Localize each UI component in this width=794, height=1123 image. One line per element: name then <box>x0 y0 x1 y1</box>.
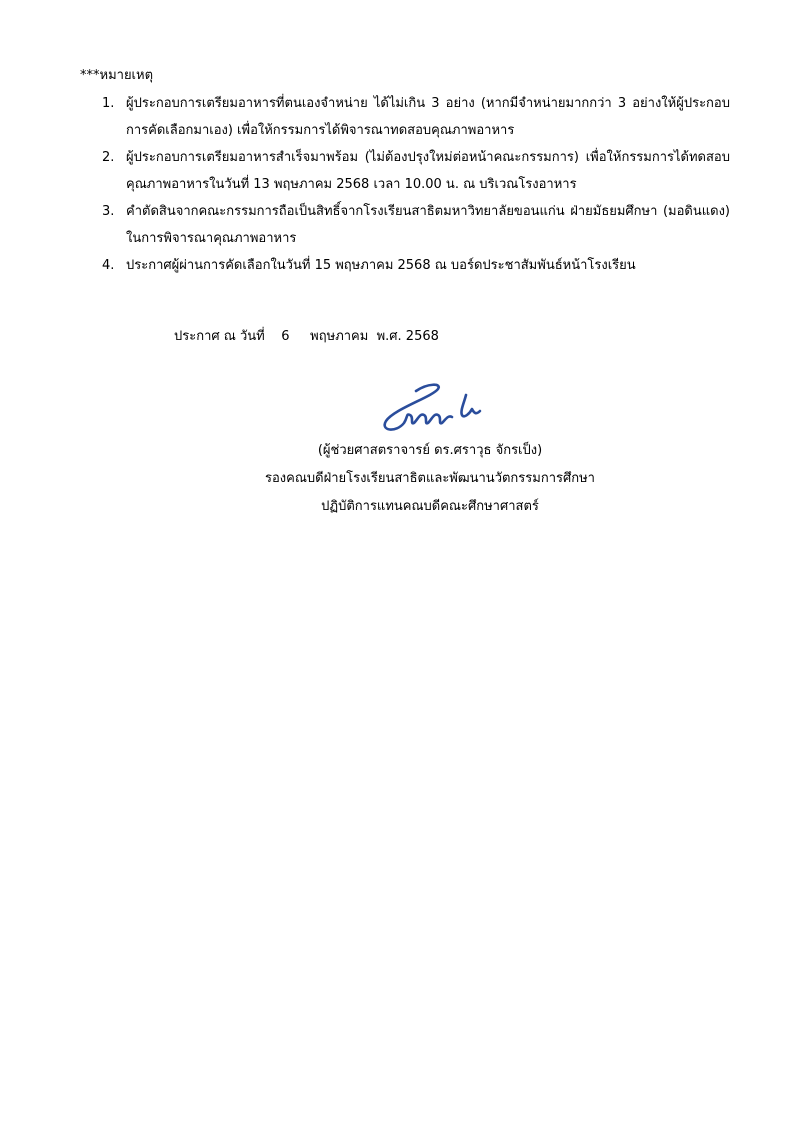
note-item <box>102 145 730 198</box>
note-heading: ***หมายเหตุ <box>80 68 154 83</box>
note-item <box>102 91 730 144</box>
announcement-date-line: ประกาศ ณ วันที่ 6 พฤษภาคม พ.ศ. 2568 <box>174 329 439 344</box>
note-text: ประกาศผู้ผ่านการคัดเลือกในวันที่ 15 พฤษภาคม 2568 ณ บอร์ดประชาสัมพันธ์หน้าโรงเรียน <box>126 258 636 273</box>
signatory-name: (ผู้ช่วยศาสตราจารย์ ดร.ศราวุธ จักรเป็ง) <box>317 443 543 458</box>
handwritten-signature <box>376 379 486 439</box>
note-text: ผู้ประกอบการเตรียมอาหารสำเร็จมาพร้อม (ไม่ต้องปรุงใหม่ต่อหน้าคณะกรรมการ) เพื่อให้กรรมการได้ทดสอบคุณภาพอาหารในวันที่ 13 พฤษภาคม 2568 เวลา 10.00 น. ณ บริเวณโรงอาหาร <box>126 150 730 192</box>
signatory-position: รองคณบดีฝ่ายโรงเรียนสาธิตและพัฒนานวัตกรรมการศึกษา <box>265 471 595 486</box>
note-text: คำตัดสินจากคณะกรรมการถือเป็นสิทธิ์จากโรงเรียนสาธิตมหาวิทยาลัยขอนแก่น ฝ่ายมัธยมศึกษา (มอดินแดง) ในการพิจารณาคุณภาพอาหาร <box>126 204 730 246</box>
note-number: 3. <box>102 204 115 219</box>
note-item <box>102 253 730 280</box>
note-list <box>102 91 730 281</box>
note-number: 2. <box>102 150 115 165</box>
signatory-acting-role: ปฏิบัติการแทนคณบดีคณะศึกษาศาสตร์ <box>321 499 539 514</box>
signatory-block <box>200 437 660 521</box>
note-number: 4. <box>102 258 115 273</box>
note-text: ผู้ประกอบการเตรียมอาหารที่ตนเองจำหน่าย ได้ไม่เกิน 3 อย่าง (หากมีจำหน่ายมากกว่า 3 อย่างให้ผู้ประกอบการคัดเลือกมาเอง) เพื่อให้กรรมการได้พิจารณาทดสอบคุณภาพอาหาร <box>126 96 730 138</box>
note-item <box>102 199 730 252</box>
note-number: 1. <box>102 96 115 111</box>
